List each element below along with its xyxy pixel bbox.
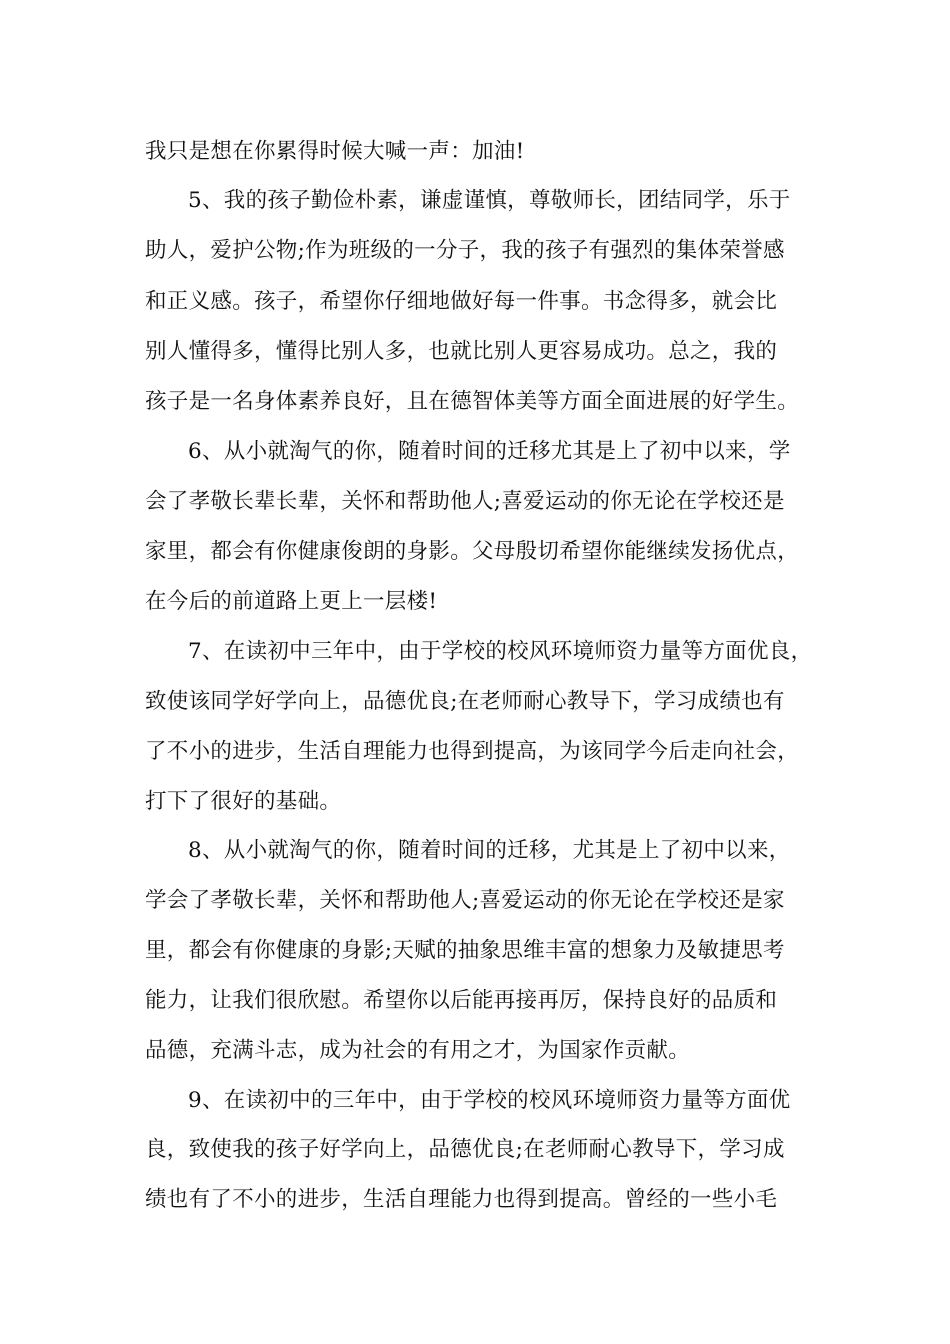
- text-line: 和正义感。孩子，希望你仔细地做好每一件事。书念得多，就会比: [145, 289, 778, 314]
- text-line: 绩也有了不小的进步，生活自理能力也得到提高。曾经的一些小毛: [145, 1187, 778, 1212]
- text-line: 我只是想在你累得时候大喊一声：加油!: [145, 139, 525, 164]
- text-line: 别人懂得多，懂得比别人多，也就比别人更容易成功。总之，我的: [145, 339, 778, 364]
- paragraph-first-line: 8、从小就淘气的你，随着时间的迁移，尤其是上了初中以来，: [188, 838, 791, 863]
- text-line: 了不小的进步，生活自理能力也得到提高，为该同学今后走向社会，: [145, 739, 800, 764]
- text-line: 致使该同学好学向上，品德优良;在老师耐心教导下，学习成绩也有: [145, 689, 785, 714]
- paragraph-first-line: 6、从小就淘气的你，随着时间的迁移尤其是上了初中以来，学: [188, 439, 791, 464]
- paragraph-first-line: 7、在读初中三年中，由于学校的校风环境师资力量等方面优良，: [188, 639, 813, 664]
- text-line: 打下了很好的基础。: [145, 789, 342, 814]
- text-line: 里，都会有你健康的身影;天赋的抽象思维丰富的想象力及敏捷思考: [145, 938, 785, 963]
- text-line: 家里，都会有你健康俊朗的身影。父母殷切希望你能继续发扬优点，: [145, 539, 800, 564]
- text-line: 在今后的前道路上更上一层楼!: [145, 589, 438, 614]
- text-line: 品德，充满斗志，成为社会的有用之才，为国家作贡献。: [145, 1038, 691, 1063]
- text-line: 能力，让我们很欣慰。希望你以后能再接再厉，保持良好的品质和: [145, 988, 778, 1013]
- text-line: 孩子是一名身体素养良好，且在德智体美等方面全面进展的好学生。: [145, 389, 800, 414]
- text-line: 良，致使我的孩子好学向上，品德优良;在老师耐心教导下，学习成: [145, 1137, 785, 1162]
- paragraph-first-line: 9、在读初中的三年中，由于学校的校风环境师资力量等方面优: [188, 1088, 791, 1113]
- text-line: 学会了孝敬长辈，关怀和帮助他人;喜爱运动的你无论在学校还是家: [145, 888, 785, 913]
- paragraph-first-line: 5、我的孩子勤俭朴素，谦虚谨慎，尊敬师长，团结同学，乐于: [188, 188, 791, 213]
- text-line: 会了孝敬长辈长辈，关怀和帮助他人;喜爱运动的你无论在学校还是: [145, 489, 785, 514]
- text-line: 助人，爱护公物;作为班级的一分子，我的孩子有强烈的集体荣誉感: [145, 238, 785, 263]
